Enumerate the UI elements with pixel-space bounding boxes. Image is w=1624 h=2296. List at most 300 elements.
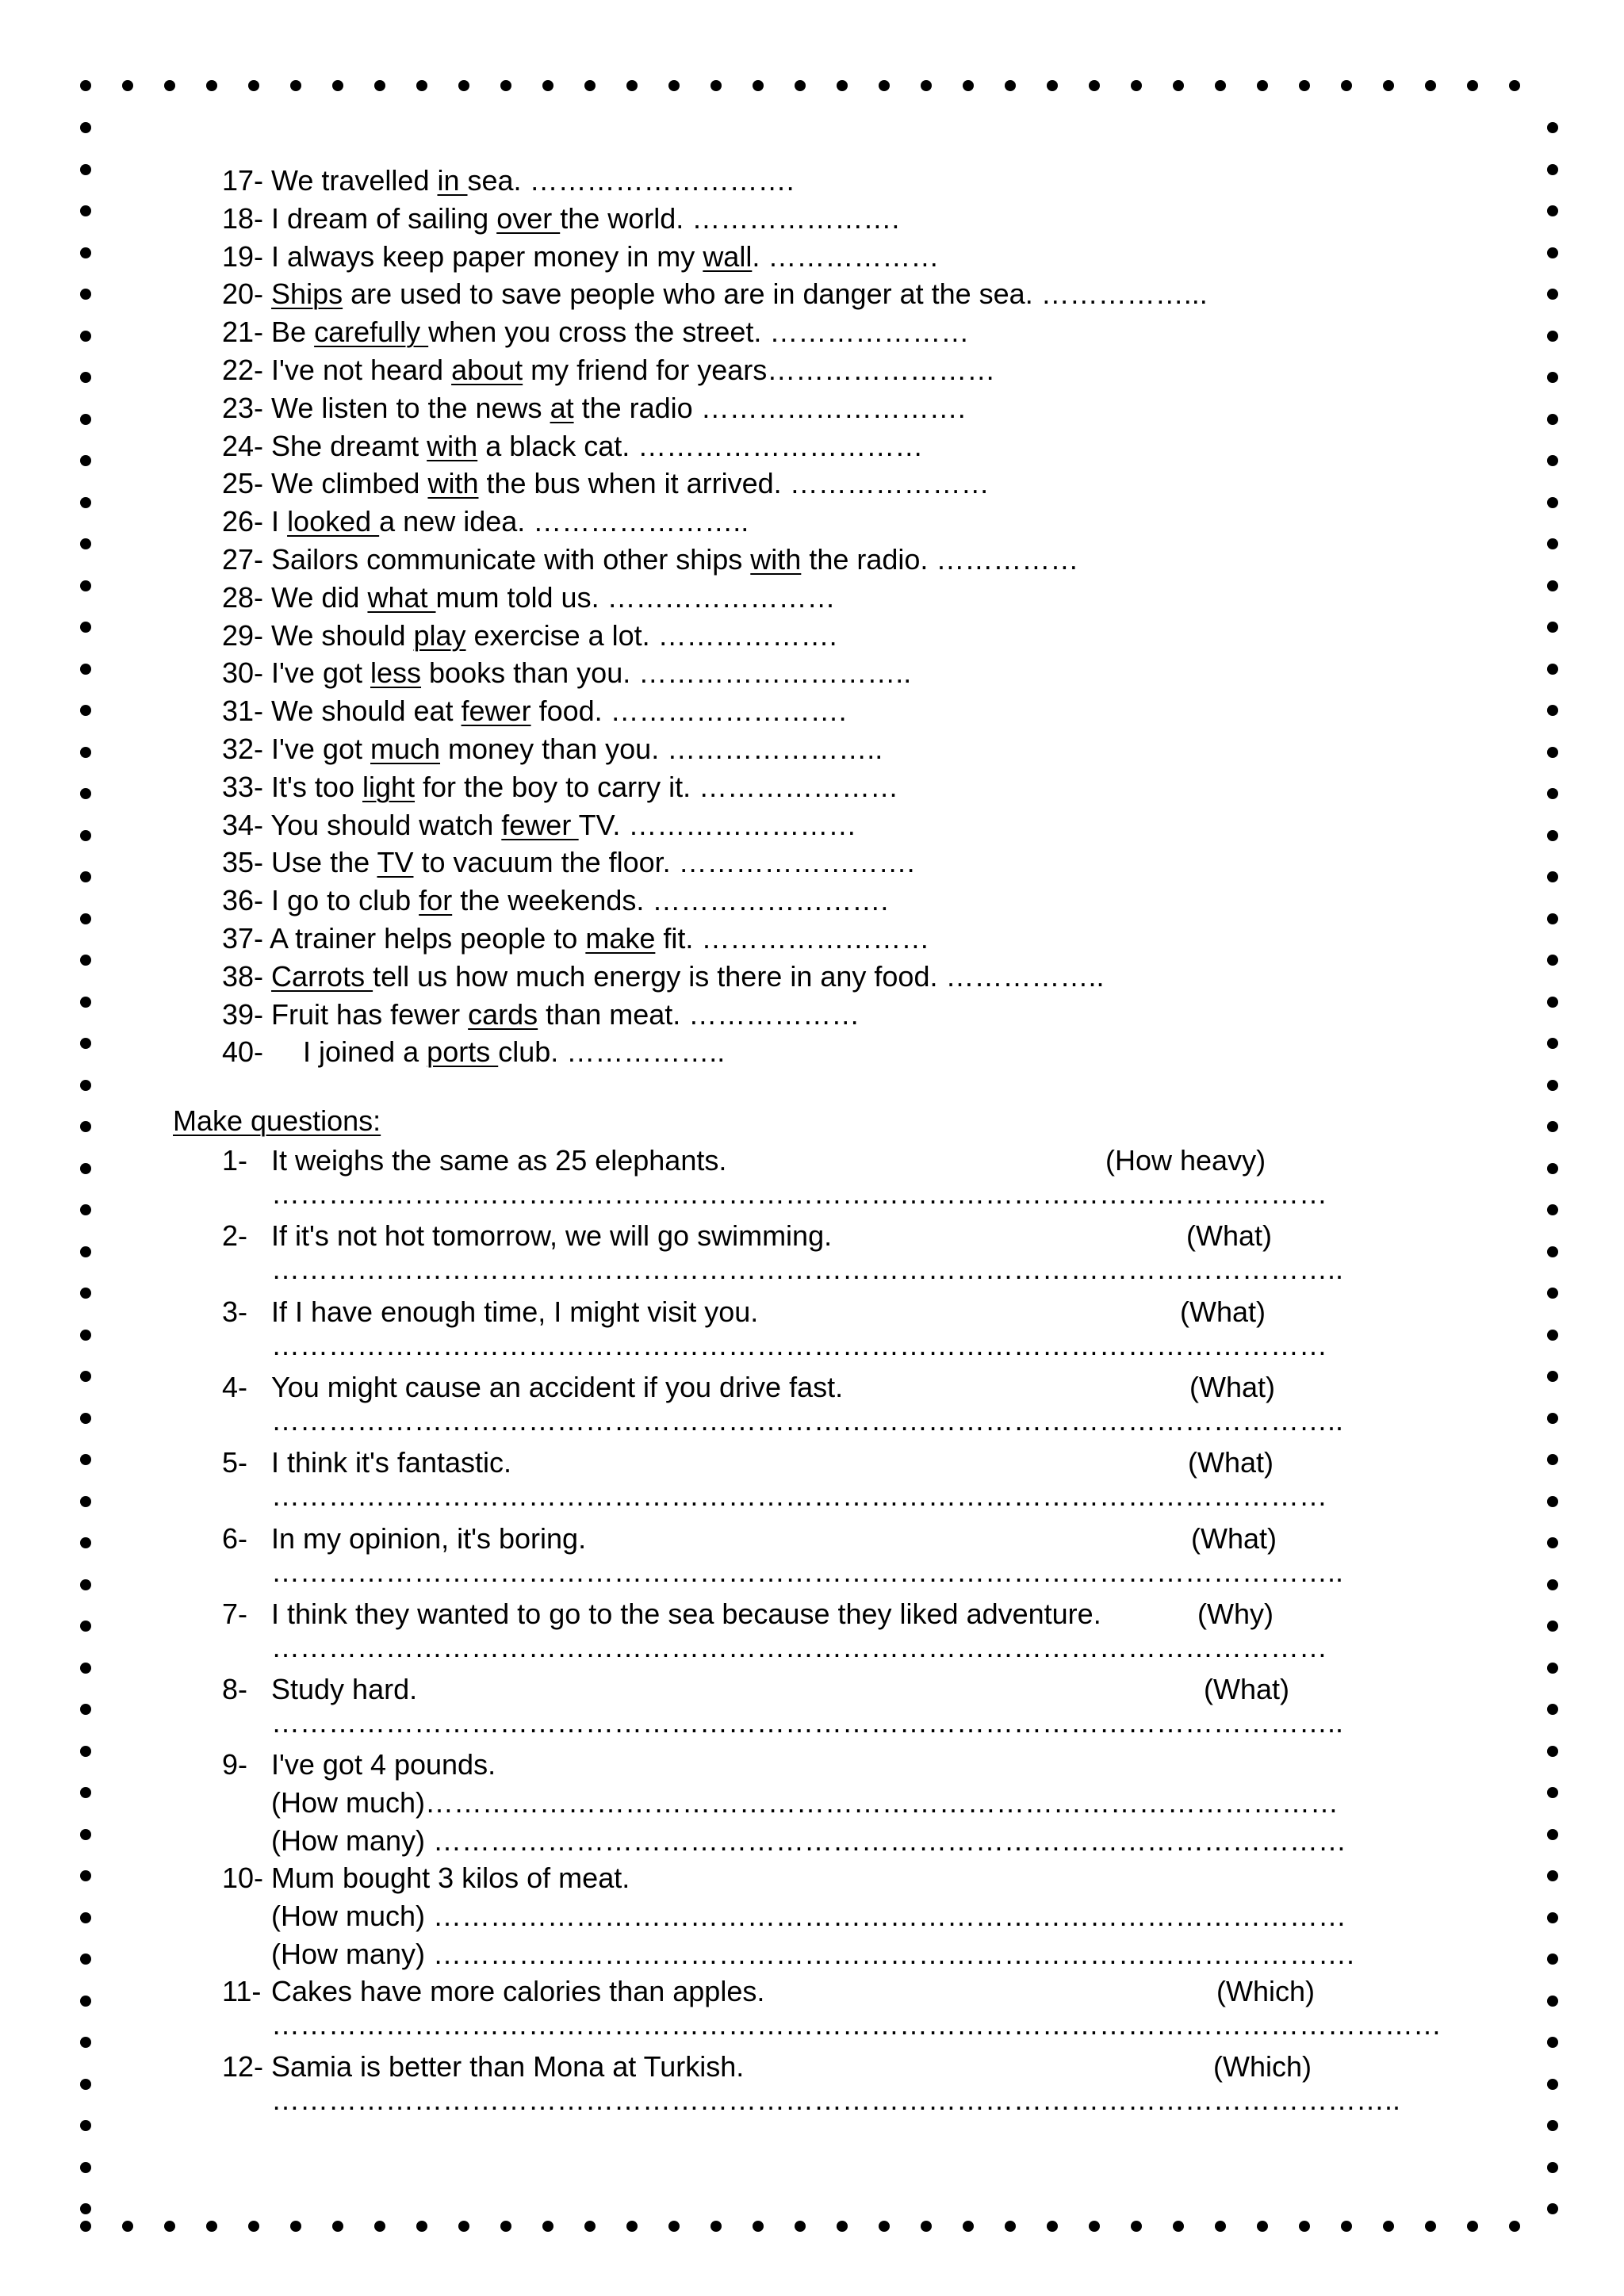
underlined-word: fewer xyxy=(501,808,579,841)
border-dot xyxy=(1547,247,1558,258)
answer-line: ………………………………………………………………………………………………… xyxy=(271,1177,1327,1210)
underlined-word: make xyxy=(585,922,656,955)
border-dot xyxy=(80,871,91,882)
wh-word-hint: (What) xyxy=(1204,1673,1289,1706)
border-dot xyxy=(248,80,259,91)
border-dot xyxy=(1383,80,1394,91)
sentence-text: books than you. ……………………….. xyxy=(421,656,912,690)
border-dot xyxy=(1547,372,1558,383)
question-number: 12- xyxy=(222,2050,264,2084)
border-dot xyxy=(80,2120,91,2131)
border-dot xyxy=(80,1038,91,1049)
underlined-word: cards xyxy=(468,997,538,1031)
answer-line: ………………………………………………………………………………………………… xyxy=(271,1630,1327,1663)
border-dot xyxy=(542,80,553,91)
border-dot xyxy=(1173,2221,1184,2232)
question-prompt: I think it's fantastic. xyxy=(271,1446,511,1479)
item-number: 32- xyxy=(222,733,272,765)
border-dot xyxy=(1005,80,1016,91)
border-dot xyxy=(80,1246,91,1257)
border-dot xyxy=(1341,80,1352,91)
border-dot xyxy=(1089,80,1100,91)
border-dot xyxy=(1547,1579,1558,1590)
question-number: 7- xyxy=(222,1597,248,1630)
sentence-text: A trainer helps people to xyxy=(270,922,586,955)
border-dot xyxy=(1547,1163,1558,1174)
border-dot xyxy=(80,164,91,175)
question-prompt: If it's not hot tomorrow, we will go swimming. xyxy=(271,1219,833,1253)
sentence-text: my friend for years…………………… xyxy=(523,354,996,386)
correction-item xyxy=(222,1035,725,1070)
item-number: 38- xyxy=(222,959,272,993)
underlined-word: wall xyxy=(703,239,753,273)
border-dot xyxy=(710,80,722,91)
question-number: 8- xyxy=(222,1673,248,1706)
border-dot xyxy=(795,80,806,91)
border-dot xyxy=(80,1954,91,1965)
item-number: 18- xyxy=(222,201,272,235)
question-number: 6- xyxy=(222,1521,248,1555)
sentence-text: We should xyxy=(271,618,414,652)
underlined-word: carefully xyxy=(314,316,429,349)
correction-item xyxy=(222,277,1208,312)
border-dot xyxy=(1547,1663,1558,1674)
border-dot xyxy=(80,1537,91,1548)
sentence-text: We should eat xyxy=(271,695,462,728)
underlined-word: fewer xyxy=(461,695,531,728)
correction-item xyxy=(222,542,1078,577)
border-dot xyxy=(1547,664,1558,675)
border-dot xyxy=(416,80,427,91)
border-dot xyxy=(1547,1288,1558,1299)
item-number: 25- xyxy=(222,467,272,500)
border-dot xyxy=(1257,80,1268,91)
border-dot xyxy=(921,80,932,91)
border-dot xyxy=(1547,997,1558,1008)
sentence-text: the weekends. ……………………. xyxy=(452,884,889,917)
underlined-word: Carrots xyxy=(271,959,373,993)
sentence-text: are used to save people who are in danger at the sea. ……………... xyxy=(343,277,1208,311)
border-dot xyxy=(80,1496,91,1507)
border-dot xyxy=(458,80,469,91)
border-dot xyxy=(1547,1121,1558,1132)
item-number: 19- xyxy=(222,239,272,273)
correction-item xyxy=(222,808,856,843)
sentence-text: I always keep paper money in my xyxy=(271,239,703,273)
sentence-text: a black cat. ………………………… xyxy=(477,429,924,462)
border-dot xyxy=(80,2037,91,2048)
border-dot xyxy=(80,1121,91,1132)
correction-item xyxy=(222,618,837,653)
wh-word-hint: (How heavy) xyxy=(1105,1144,1266,1177)
underlined-word: TV xyxy=(377,846,414,879)
border-dot xyxy=(80,1996,91,2007)
sentence-text: Use the xyxy=(271,846,377,879)
item-number: 31- xyxy=(222,695,272,728)
border-dot xyxy=(80,289,91,300)
border-dot xyxy=(1467,80,1478,91)
item-number: 36- xyxy=(222,884,272,917)
correction-item xyxy=(222,504,749,539)
border-dot xyxy=(80,205,91,216)
border-dot xyxy=(1547,1038,1558,1049)
border-dot xyxy=(1089,2221,1100,2232)
border-dot xyxy=(1425,80,1436,91)
question-prompt: I think they wanted to go to the sea because they liked adventure. xyxy=(271,1597,1101,1630)
border-dot xyxy=(1547,1246,1558,1257)
border-dot xyxy=(80,2203,91,2214)
border-dot xyxy=(80,788,91,799)
wh-word-hint: (What) xyxy=(1180,1295,1266,1328)
border-dot xyxy=(1547,2162,1558,2173)
border-dot xyxy=(837,80,848,91)
border-dot xyxy=(710,2221,722,2232)
border-dot xyxy=(80,1870,91,1881)
underlined-word: less xyxy=(370,656,422,690)
border-dot xyxy=(626,2221,638,2232)
underlined-word: ports xyxy=(427,1035,499,1069)
correction-item xyxy=(222,845,915,880)
border-dot xyxy=(1299,80,1310,91)
underlined-word: with xyxy=(427,467,479,500)
border-dot xyxy=(1257,2221,1268,2232)
border-dot xyxy=(1547,455,1558,466)
correction-item xyxy=(222,656,911,691)
question-number: 10- xyxy=(222,1862,264,1895)
border-dot xyxy=(80,1454,91,1465)
answer-line: (How much) …………………………………………………………………………………… xyxy=(271,1900,1347,1933)
sentence-text: club. …………….. xyxy=(498,1035,726,1069)
border-dot xyxy=(668,80,680,91)
question-prompt: Cakes have more calories than apples. xyxy=(271,1975,765,2007)
item-number: 24- xyxy=(222,429,272,462)
underlined-word: play xyxy=(413,618,466,652)
wh-word-hint: (Why) xyxy=(1197,1597,1274,1630)
border-dot xyxy=(1215,80,1226,91)
border-dot xyxy=(1547,705,1558,716)
underlined-word: Ships xyxy=(271,277,343,311)
border-dot xyxy=(626,80,638,91)
sentence-text: the radio. …………… xyxy=(801,543,1079,576)
border-dot xyxy=(1547,1371,1558,1382)
border-dot xyxy=(963,80,974,91)
border-dot xyxy=(80,80,91,91)
border-dot xyxy=(80,1579,91,1590)
underlined-word: with xyxy=(427,429,478,462)
border-dot xyxy=(80,1663,91,1674)
border-dot xyxy=(80,414,91,425)
answer-line: ………………………………………………………………………………………………….. xyxy=(271,1555,1344,1588)
question-number: 1- xyxy=(222,1144,248,1177)
wh-word-hint: (What) xyxy=(1191,1521,1277,1555)
correction-item xyxy=(222,315,969,350)
sentence-text: We did xyxy=(271,580,368,614)
border-dot xyxy=(1047,80,1058,91)
border-dot xyxy=(80,955,91,966)
border-dot xyxy=(584,80,596,91)
sentence-text: Fruit has fewer xyxy=(271,997,469,1031)
border-dot xyxy=(1547,913,1558,924)
border-dot xyxy=(1547,2079,1558,2090)
wh-word-hint: (What) xyxy=(1188,1446,1274,1479)
border-dot xyxy=(837,2221,848,2232)
border-dot xyxy=(879,80,890,91)
question-prompt: It weighs the same as 25 elephants. xyxy=(271,1144,727,1177)
sentence-text: fit. …………………… xyxy=(655,922,930,955)
question-prompt: If I have enough time, I might visit you. xyxy=(271,1295,759,1328)
border-dot xyxy=(1547,1454,1558,1465)
question-number: 2- xyxy=(222,1219,248,1253)
border-dot xyxy=(122,2221,133,2232)
wh-word-hint: (Which) xyxy=(1216,1975,1315,2007)
border-dot xyxy=(206,80,217,91)
item-number: 20- xyxy=(222,277,272,311)
border-dot xyxy=(1547,622,1558,633)
border-dot xyxy=(1547,2120,1558,2131)
border-dot xyxy=(80,247,91,258)
border-dot xyxy=(80,331,91,342)
border-dot xyxy=(1547,205,1558,216)
border-dot xyxy=(963,2221,974,2232)
border-dot xyxy=(1299,2221,1310,2232)
border-dot xyxy=(500,2221,511,2232)
underlined-word: about xyxy=(451,354,523,386)
border-dot xyxy=(1547,1954,1558,1965)
border-dot xyxy=(1215,2221,1226,2232)
border-dot xyxy=(668,2221,680,2232)
sentence-text: exercise a lot. ………………. xyxy=(465,618,837,652)
border-dot xyxy=(1425,2221,1436,2232)
sentence-text: It's too xyxy=(271,770,362,803)
question-number: 4- xyxy=(222,1370,248,1403)
border-dot xyxy=(1547,747,1558,758)
border-dot xyxy=(332,80,343,91)
border-dot xyxy=(164,80,175,91)
question-prompt: Study hard. xyxy=(271,1673,418,1706)
sentence-text: money than you. ………………….. xyxy=(440,733,883,765)
answer-line: …………………………………………………………………………………………………………… xyxy=(271,2008,1442,2041)
border-dot xyxy=(1547,122,1558,133)
sentence-text: I've got xyxy=(271,733,370,765)
question-prompt: Samia is better than Mona at Turkish. xyxy=(271,2050,745,2084)
border-dot xyxy=(416,2221,427,2232)
border-dot xyxy=(1131,2221,1142,2232)
answer-line: ………………………………………………………………………………………………… xyxy=(271,1479,1327,1513)
question-prompt: You might cause an accident if you drive fast. xyxy=(271,1370,844,1403)
border-dot xyxy=(1547,1080,1558,1091)
sentence-text: . ……………… xyxy=(752,239,940,273)
border-dot xyxy=(80,455,91,466)
answer-line: ……………………………………………………………………………………………………….. xyxy=(271,2084,1401,2117)
item-number: 22- xyxy=(222,354,272,386)
border-dot xyxy=(80,497,91,508)
answer-line: ………………………………………………………………………………………………….. xyxy=(271,1403,1344,1437)
correction-item xyxy=(222,429,923,464)
underlined-word: over xyxy=(496,201,561,235)
item-number: 37- xyxy=(222,922,270,955)
sentence-text: the bus when it arrived. ………………… xyxy=(478,467,990,500)
border-dot xyxy=(80,580,91,591)
sentence-text: TV. …………………… xyxy=(578,808,857,841)
border-dot xyxy=(80,122,91,133)
sentence-text: the radio ………………………. xyxy=(573,391,966,424)
border-dot xyxy=(1547,830,1558,841)
border-dot xyxy=(80,2221,91,2232)
correction-item xyxy=(222,694,847,729)
item-number: 34- xyxy=(222,808,271,841)
item-number: 35- xyxy=(222,846,272,879)
border-dot xyxy=(1547,580,1558,591)
correction-item xyxy=(222,391,966,426)
border-dot xyxy=(1547,1621,1558,1632)
sentence-text: I go to club xyxy=(271,884,419,917)
border-dot xyxy=(1547,1787,1558,1798)
correction-item xyxy=(222,353,995,388)
border-dot xyxy=(1547,331,1558,342)
correction-item xyxy=(222,201,899,236)
item-number: 39- xyxy=(222,997,272,1031)
wh-word-hint: (What) xyxy=(1186,1219,1272,1253)
border-dot xyxy=(332,2221,343,2232)
underlined-word: for xyxy=(419,884,453,917)
border-dot xyxy=(164,2221,175,2232)
border-dot xyxy=(1005,2221,1016,2232)
border-dot xyxy=(80,1413,91,1424)
sentence-text: mum told us. …………………… xyxy=(435,580,836,614)
border-dot xyxy=(1341,2221,1352,2232)
questions-heading: Make questions: xyxy=(173,1104,381,1137)
border-dot xyxy=(1509,2221,1520,2232)
item-number: 28- xyxy=(222,580,272,614)
sentence-text: the world. …………………. xyxy=(560,201,900,235)
sentence-text: food. ……………………. xyxy=(530,695,847,728)
border-dot xyxy=(80,1163,91,1174)
answer-line: (How many) …………………………………………………………………………………… xyxy=(271,1823,1347,1857)
item-number: 17- xyxy=(222,164,272,197)
border-dot xyxy=(1547,2203,1558,2214)
border-dot xyxy=(80,664,91,675)
border-dot xyxy=(1547,1204,1558,1215)
sentence-text: Be xyxy=(271,316,315,349)
correction-item xyxy=(222,770,898,805)
question-number: 11- xyxy=(222,1975,262,2007)
sentence-text: for the boy to carry it. ………………… xyxy=(415,770,899,803)
border-dot xyxy=(80,1204,91,1215)
border-dot xyxy=(80,1330,91,1341)
underlined-word: at xyxy=(550,391,574,424)
border-dot xyxy=(879,2221,890,2232)
border-dot xyxy=(80,372,91,383)
correction-item xyxy=(222,732,883,767)
border-dot xyxy=(1547,1746,1558,1757)
border-dot xyxy=(122,80,133,91)
border-dot xyxy=(1547,955,1558,966)
wh-word-hint: (Which) xyxy=(1213,2050,1312,2084)
question-number: 5- xyxy=(222,1446,248,1479)
border-dot xyxy=(795,2221,806,2232)
border-dot xyxy=(374,80,385,91)
border-dot xyxy=(1547,1996,1558,2007)
item-number: 40- xyxy=(222,1035,272,1069)
sentence-text: tell us how much energy is there in any food. …………….. xyxy=(373,959,1105,993)
border-dot xyxy=(80,1912,91,1923)
question-number: 9- xyxy=(222,1748,248,1781)
border-dot xyxy=(80,1746,91,1757)
sentence-text: You should watch xyxy=(270,808,502,841)
question-prompt: In my opinion, it's boring. xyxy=(271,1521,587,1555)
question-prompt: Mum bought 3 kilos of meat. xyxy=(271,1862,630,1895)
border-dot xyxy=(80,2162,91,2173)
sentence-text: She dreamt xyxy=(271,429,427,462)
answer-line: (How many) ……………………………………………………………………………………. xyxy=(271,1938,1355,1970)
border-dot xyxy=(290,80,301,91)
underlined-word: light xyxy=(362,770,416,803)
underlined-word: with xyxy=(750,543,802,576)
question-prompt: I've got 4 pounds. xyxy=(271,1748,496,1781)
sentence-text: I joined a xyxy=(271,1035,427,1069)
border-dot xyxy=(248,2221,259,2232)
item-number: 30- xyxy=(222,656,272,690)
border-dot xyxy=(1547,497,1558,508)
item-number: 29- xyxy=(222,618,272,652)
item-number: 23- xyxy=(222,391,272,424)
border-dot xyxy=(80,1787,91,1798)
border-dot xyxy=(374,2221,385,2232)
border-dot xyxy=(80,1288,91,1299)
border-dot xyxy=(1547,2037,1558,2048)
border-dot xyxy=(290,2221,301,2232)
item-number: 21- xyxy=(222,316,272,349)
question-number: 3- xyxy=(222,1295,248,1328)
border-dot xyxy=(80,1371,91,1382)
border-dot xyxy=(80,705,91,716)
border-dot xyxy=(1547,1704,1558,1715)
border-dot xyxy=(206,2221,217,2232)
border-dot xyxy=(921,2221,932,2232)
border-dot xyxy=(80,913,91,924)
border-dot xyxy=(80,747,91,758)
border-dot xyxy=(1547,164,1558,175)
correction-item xyxy=(222,959,1104,994)
answer-line: (How much)…………………………………………………………………………………… xyxy=(271,1785,1339,1819)
border-dot xyxy=(1547,1330,1558,1341)
answer-line: ………………………………………………………………………………………………….. xyxy=(271,1706,1344,1739)
sentence-text: We listen to the news xyxy=(271,391,550,424)
border-dot xyxy=(542,2221,553,2232)
sentence-text: when you cross the street. ………………… xyxy=(428,316,970,349)
sentence-text: I've got xyxy=(271,656,370,690)
border-dot xyxy=(1547,1829,1558,1840)
border-dot xyxy=(80,1080,91,1091)
border-dot xyxy=(1131,80,1142,91)
border-dot xyxy=(1467,2221,1478,2232)
sentence-text: We travelled xyxy=(271,164,438,197)
sentence-text: I've not heard xyxy=(271,354,452,386)
item-number: 26- xyxy=(222,505,272,538)
border-dot xyxy=(80,1829,91,1840)
border-dot xyxy=(80,622,91,633)
border-dot xyxy=(1047,2221,1058,2232)
border-dot xyxy=(80,2079,91,2090)
sentence-text: to vacuum the floor. ……………………. xyxy=(413,846,915,879)
border-dot xyxy=(80,830,91,841)
border-dot xyxy=(1547,289,1558,300)
item-number: 27- xyxy=(222,543,272,576)
sentence-text: sea. ………………………. xyxy=(467,164,795,197)
underlined-word: much xyxy=(370,733,441,765)
border-dot xyxy=(1383,2221,1394,2232)
correction-item xyxy=(222,921,929,956)
